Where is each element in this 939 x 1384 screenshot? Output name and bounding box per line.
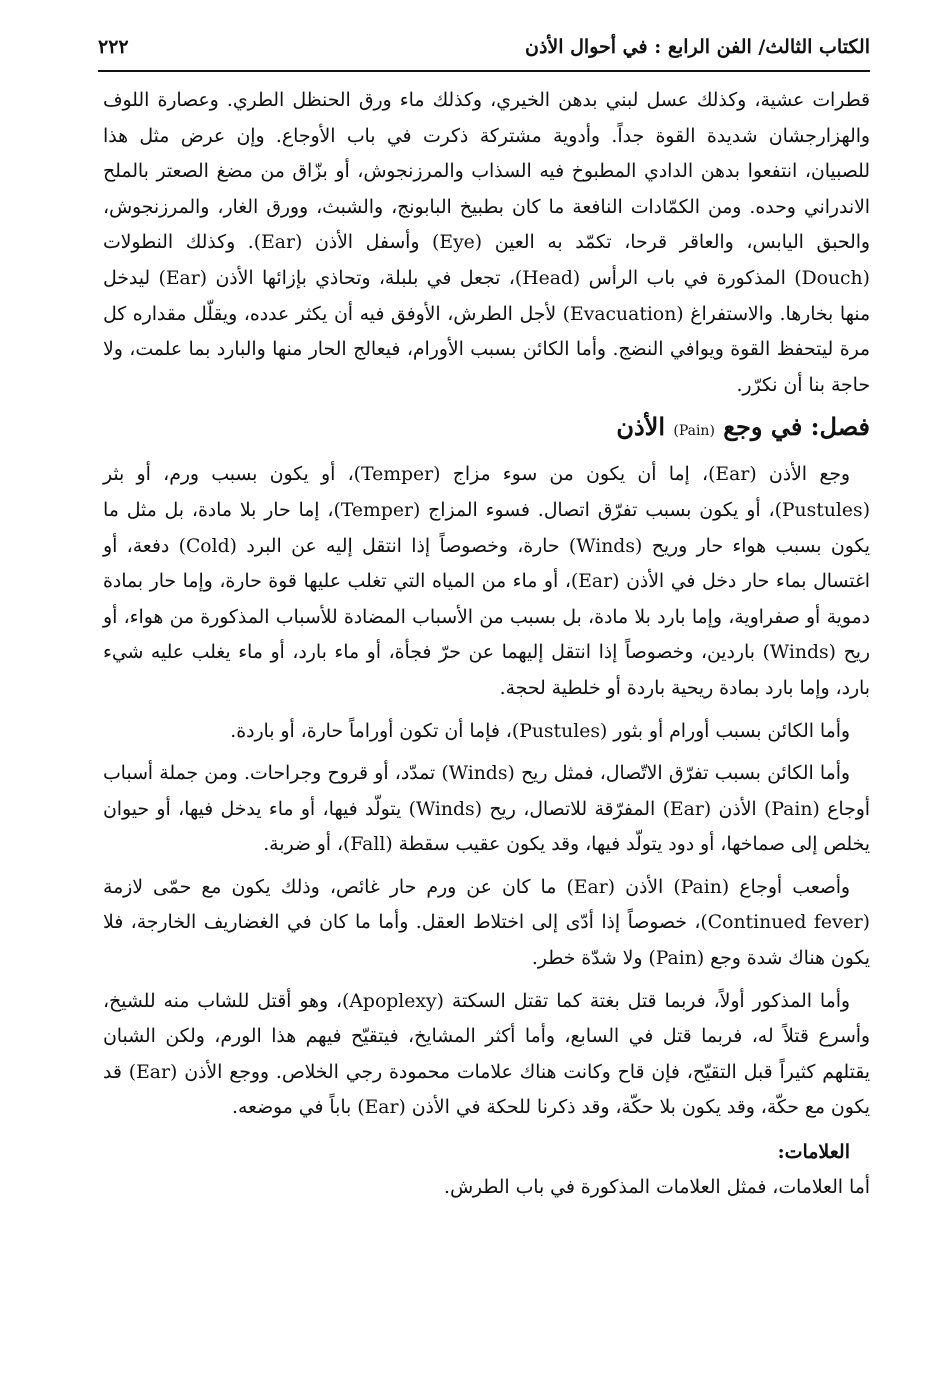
page-number: ٢٢٢ [98,36,129,58]
paragraph-text: وجع الأذن (Ear)، إما أن يكون من سوء مزاج (Temper)، أو يكون بسبب ورم، أو بثر (Pustules)، أو يكون بسبب تفرّق اتصال. فسوء المزاج (Temper)، إما حار بلا مادة، بل مثل ما يكون بسبب هواء حار وريح (Winds) حارة، وخصوصاً إذا انتقل إليه عن البرد (Cold) دفعة، أو اغتسال بماء حار دخل في الأذن (Ear)، أو ماء من المياه التي تغلب عليها قوة حارة، وإما حار بمادة دموية أو صفراوية، وإما بارد بلا مادة، بل بسبب من الأسباب المضادة للأسباب المذكورة من هواء، أو ريح (Winds) باردين، وخصوصاً إذا انتقل إليهما عن حرّ فجأة، أو ماء بارد، أو ماء يغلب عليه شيء بارد، وإما بارد بمادة ريحية باردة أو خلطية لحجة. [103,464,871,699]
paragraph-text: وأما الكائن بسبب تفرّق الاتّصال، فمثل ريح (Winds) تمدّد، أو قروح وجراحات. ومن جملة أسباب أوجاع (Pain) الأذن (Ear) المفرّقة للاتصال، ريح (Winds) يتولّد فيها، أو ماء يدخل فيها، أو حيوان يخلص إلى صماخها، أو دود يتولّد فيها، وقد يكون عقيب سقطة (Fall)، أو ضربة. [103,763,870,856]
intro-paragraph: قطرات عشية، وكذلك عسل لبني بدهن الخيري، وكذلك ماء ورق الحنظل الطري. وعصارة اللوف والهزارجشان شديدة القوة جداً. وأدوية مشتركة ذكرت في باب الأوجاع. وإن عرض مثل هذا للصبيان، انتفعوا بدهن الدادي المطبوخ فيه السذاب والمرزنجوش، أو بزّاق من مضغ الصعتر بالملح الاندراني وحده. ومن الكمّادات النافعة ما كان بطبيخ البابونج، والشبث، وورق الغار، والمرزنجوش، والحبق اليابس، والعاقر قرحا، تكمّد به العين (Eye) وأسفل الأذن (Ear). وكذلك النطولات (Douch) المذكورة في باب الرأس (Head)، تجعل في بلبلة، وتحاذي بإزائها الأذن (Ear) ليدخل منها بخارها. والاستفراغ (Evacuation) لأجل الطرش، الأوفق فيه أن يكثر عدده، ويقلّل مقداره كل مرة ليتحفظ القوة ويوافي النضج. وأما الكائن بسبب الأورام، فيعالج الحار منها والبارد بما علمت، ولا حاجة بنا أن نكرّر. [103,90,871,396]
paragraph-text: وأما المذكور أولاً، فربما قتل بغتة كما تقتل السكتة (Apoplexy)، وهو أقتل للشاب منه للشيخ، وأسرع قتلاً له، فربما قتل في السابع، وأما أكثر المشايخ، فيتقيّح فيهم هذا الورم، ولكن الشبان يقتلهم كثيراً قبل التقيّح، فإن قاح وكانت هناك علامات محمودة رجي الخلاص. ووجع الأذن (Ear) قد يكون مع حكّة، وقد يكون بلا حكّة، وقد ذكرنا للحكة في الأذن (Ear) باباً في موضعه. [103,990,871,1119]
page-body [103,83,870,1206]
paragraph-prognosis [103,984,870,1126]
paragraph-tumors [103,714,870,750]
paragraph-separation [103,756,870,863]
signs-heading-text: العلامات: [777,1141,850,1164]
page-header [98,30,870,64]
running-title: الكتاب الثالث/ الفن الرابع : في أحوال الأذن [524,36,870,58]
signs-paragraph [103,1170,870,1206]
paragraph-causes [103,457,870,706]
section-heading-latin: (Pain) [673,423,715,440]
paragraph-text: وأما الكائن بسبب أورام أو بثور (Pustules)، فإما أن تكون أوراماً حارة، أو باردة. [230,720,850,742]
signs-heading [103,1134,870,1170]
paragraph-text: وأصعب أوجاع (Pain) الأذن (Ear) ما كان عن ورم حار غائص، وذلك يكون مع حمّى لازمة (Continued fever)، خصوصاً إذا أدّى إلى اختلاط العقل. وأما ما كان في الغضاريف الخارجة، فلا يكون هناك شدة وجع (Pain) ولا شدّة خطر. [103,876,870,970]
section-heading-suffix: الأذن [616,412,665,442]
section-heading [103,405,870,453]
header-rule [98,70,870,72]
paragraph-severity [103,870,870,977]
section-heading-prefix: فصل: في وجع [723,412,870,442]
signs-text: أما العلامات، فمثل العلامات المذكورة في باب الطرش. [444,1177,870,1199]
